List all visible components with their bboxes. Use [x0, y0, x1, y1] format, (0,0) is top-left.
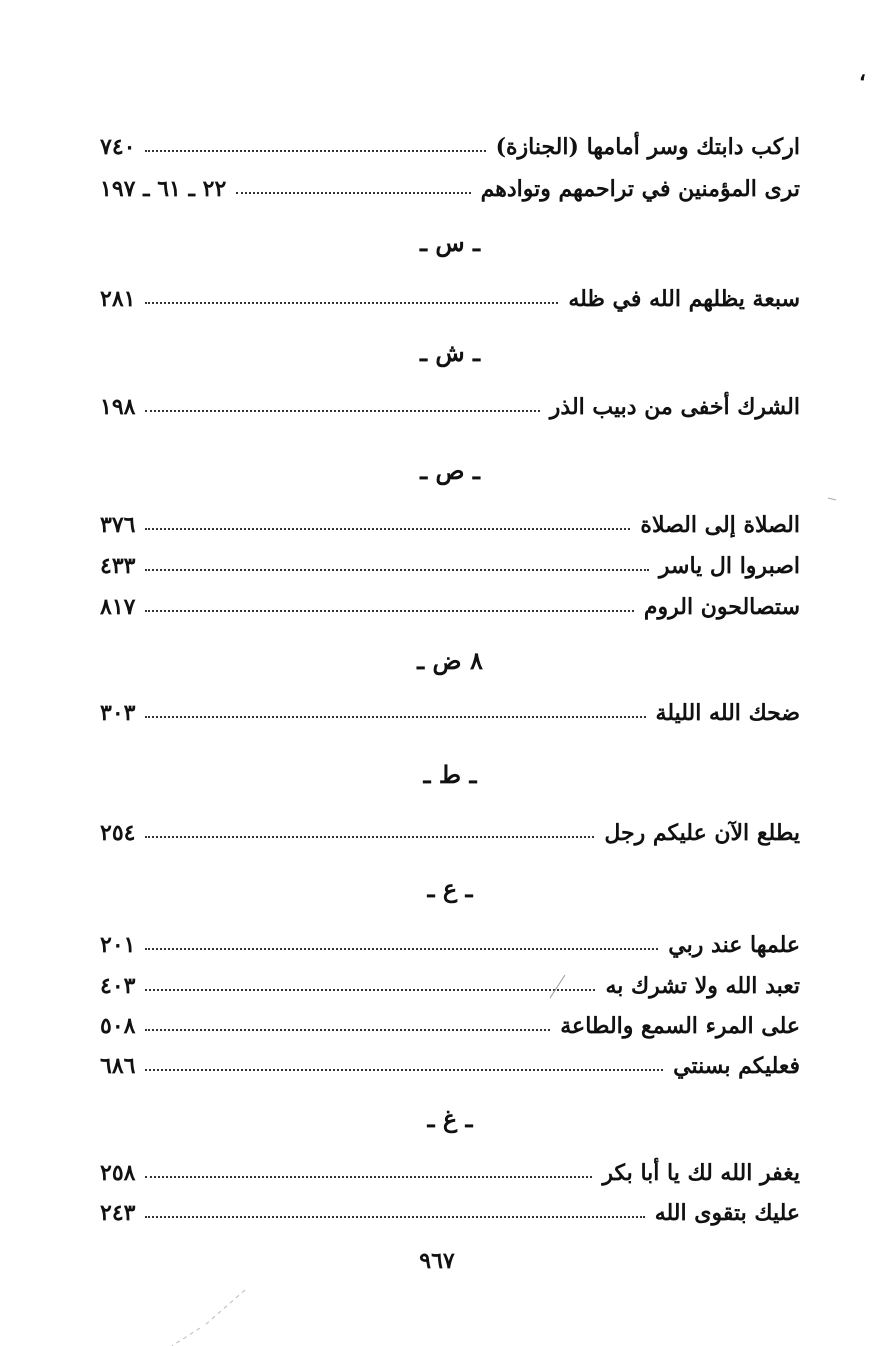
- leader-dots: [145, 835, 594, 838]
- leader-dots: [145, 609, 633, 612]
- entry-text: الصلاة إلى الصلاة: [640, 512, 800, 538]
- leader-dots: [145, 527, 630, 530]
- scan-mark: [205, 1290, 245, 1325]
- index-entry: [100, 543, 800, 579]
- entry-text: سبعة يظلهم الله في ظله: [568, 286, 800, 312]
- index-entry: [100, 276, 800, 312]
- entry-text: يطلع الآن عليكم رجل: [604, 820, 800, 846]
- leader-dots: [145, 1068, 663, 1071]
- index-entry: [100, 690, 800, 726]
- entry-text: على المرء السمع والطاعة: [560, 1013, 800, 1039]
- entry-page-number: ٥٠٨: [100, 1013, 136, 1039]
- leader-dots: [145, 1028, 550, 1031]
- entry-page-number: ٢٥٤: [100, 820, 136, 846]
- index-entry: [100, 584, 800, 620]
- index-entry: [100, 810, 800, 846]
- entry-page-number: ١٩٨: [100, 394, 136, 420]
- leader-dots: [145, 947, 658, 950]
- leader-dots: [145, 568, 648, 571]
- index-entry: [100, 384, 800, 420]
- entry-text: الشرك أخفى من دبيب الذر: [549, 394, 800, 420]
- entry-page-number: ٤٣٣: [100, 553, 136, 579]
- entry-page-number: ٢٤٣: [100, 1200, 136, 1226]
- leader-dots: [145, 301, 558, 304]
- entry-text: اركب دابتك وسر أمامها (الجنازة): [495, 134, 800, 160]
- entry-page-number: ٨١٧: [100, 594, 136, 620]
- index-entry: [100, 963, 800, 999]
- index-entry: [100, 1190, 800, 1226]
- section-heading: ـ ع ـ: [427, 874, 473, 903]
- section-heading: ـ ط ـ: [423, 760, 477, 789]
- section-heading: ٨ ض ـ: [417, 646, 483, 675]
- entry-text: تعبد الله ولا تشرك به: [605, 973, 800, 999]
- index-entry: [100, 1043, 800, 1079]
- entry-page-number: ٢٥٨: [100, 1160, 136, 1186]
- leader-dots: [145, 1215, 644, 1218]
- index-entry: [100, 1003, 800, 1039]
- entry-text: فعليكم بسنتي: [673, 1053, 800, 1079]
- entry-page-number: ٧٤٠: [100, 134, 136, 160]
- entry-text: عليك بتقوى الله: [654, 1200, 800, 1226]
- section-heading: ـ ص ـ: [420, 456, 480, 485]
- index-entry: [100, 922, 800, 958]
- section-heading: ـ غ ـ: [427, 1104, 473, 1133]
- entry-page-number: ٦٨٦: [100, 1053, 136, 1079]
- entry-page-number: ٢٨١: [100, 286, 136, 312]
- scan-mark: [828, 498, 836, 500]
- entry-page-number: ٤٠٣: [100, 973, 136, 999]
- index-entry: [100, 502, 800, 538]
- scan-mark: [172, 1328, 200, 1346]
- entry-page-number: ٢٠١: [100, 932, 136, 958]
- entry-page-number: ٢٢ ـ ٦١ ـ ١٩٧: [100, 176, 227, 202]
- index-entry: [100, 166, 800, 202]
- leader-dots: [236, 191, 470, 194]
- leader-dots: [145, 1175, 592, 1178]
- corner-mark: ،: [858, 60, 866, 86]
- leader-dots: [145, 988, 595, 991]
- entry-text: ضحك الله الليلة: [655, 700, 800, 726]
- entry-text: ترى المؤمنين في تراحمهم وتوادهم: [480, 176, 800, 202]
- section-heading: ـ ش ـ: [419, 338, 481, 367]
- entry-text: علمها عند ربي: [668, 932, 800, 958]
- index-entry: [100, 124, 800, 160]
- section-heading: ـ س ـ: [419, 228, 481, 257]
- entry-page-number: ٣٠٣: [100, 700, 136, 726]
- page-number: ٩٦٧: [419, 1248, 455, 1274]
- leader-dots: [145, 149, 485, 152]
- entry-text: اصبروا ال ياسر: [658, 553, 800, 579]
- entry-text: يغفر الله لك يا أبا بكر: [602, 1160, 800, 1186]
- leader-dots: [145, 715, 645, 718]
- entry-text: ستصالحون الروم: [643, 594, 800, 620]
- entry-page-number: ٣٧٦: [100, 512, 136, 538]
- leader-dots: [145, 409, 539, 412]
- index-entry: [100, 1150, 800, 1186]
